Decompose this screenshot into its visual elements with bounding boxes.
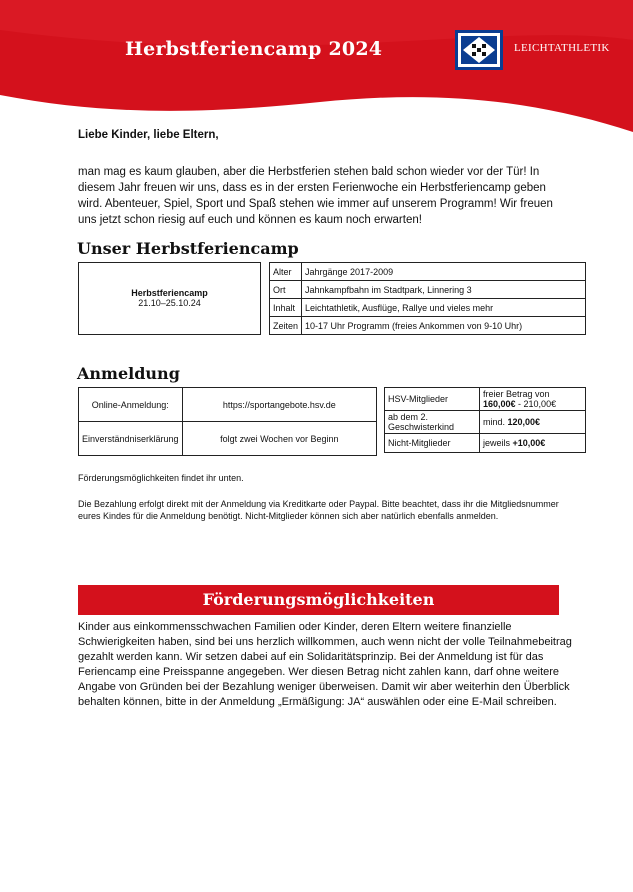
anmeldung-heading: Anmeldung — [77, 364, 180, 383]
detail-key: Ort — [270, 281, 302, 299]
price-bold: 120,00€ — [507, 417, 541, 427]
table-row — [79, 422, 377, 456]
camp-heading: Unser Herbstferiencamp — [77, 239, 299, 258]
price-bold: 160,00€ — [483, 399, 516, 409]
table-row — [270, 317, 586, 335]
registration-label: Online-Anmeldung: — [79, 388, 183, 422]
funding-paragraph: Kinder aus einkommensschwachen Familien oder Kinder, deren Eltern weitere finanzielle Schwierigkeiten haben, sind bei uns herzlich willkommen, auch wenn nicht der volle Teilnahmebeitrag gezahlt werden kann. Wir setzen dabei auf ein Solidaritätsprinzip. Bei der Anmeldung ist für das Feriencamp eine Preisspanne angegeben. Wer diesen Betrag nicht zahlen kann, darf ohne weitere Angabe von Gründen bei der Bezahlung weniger überweisen. Damit wir aber weiterhin den Überblick behalten können, bitte in der Anmeldung „Ermäßigung: JA“ auswählen oder eine E-Mail schreiben. — [78, 621, 572, 708]
price-pre: mind. — [483, 417, 508, 427]
funding-heading: Förderungsmöglichkeiten — [202, 590, 435, 609]
camp-name-box — [78, 262, 261, 335]
table-row — [385, 388, 586, 411]
detail-value: Jahnkampfbahn im Stadtpark, Linnering 3 — [302, 281, 586, 299]
price-post: - 210,00€ — [515, 399, 557, 409]
price-bold: +10,00€ — [512, 438, 546, 448]
registration-label: Einverständniserklärung — [79, 422, 183, 456]
hsv-diamond-logo-icon — [455, 30, 503, 70]
detail-value: 10-17 Uhr Programm (freies Ankommen von 9-10 Uhr) — [302, 317, 586, 335]
funding-note: Förderungsmöglichkeiten findet ihr unten. — [78, 473, 244, 483]
price-table — [384, 387, 586, 453]
registration-table — [78, 387, 377, 456]
detail-key: Inhalt — [270, 299, 302, 317]
price-value — [480, 434, 586, 453]
camp-name: Herbstferiencamp — [131, 288, 208, 298]
detail-key: Zeiten — [270, 317, 302, 335]
intro-paragraph: man mag es kaum glauben, aber die Herbstferien stehen bald schon wieder vor der Tür! In diesem Jahr freuen wir uns, dass es in der ersten Ferienwoche ein Herbstferiencamp geben wird. Abenteuer, Spiel, Sport und Spaß stehen wie immer auf unserem Programm! Wir freuen uns jetzt schon riesig auf euch und können es kaum noch erwarten! — [78, 166, 553, 226]
table-row — [270, 281, 586, 299]
table-row — [385, 411, 586, 434]
table-row — [270, 263, 586, 281]
detail-value: Jahrgänge 2017-2009 — [302, 263, 586, 281]
header-banner — [0, 0, 633, 140]
registration-link[interactable]: https://sportangebote.hsv.de — [182, 388, 376, 422]
detail-key: Alter — [270, 263, 302, 281]
price-pre: freier Betrag von — [483, 389, 550, 399]
greeting: Liebe Kinder, liebe Eltern, — [78, 129, 219, 141]
table-row — [79, 388, 377, 422]
funding-banner — [78, 585, 559, 615]
camp-dates: 21.10–25.10.24 — [138, 298, 201, 308]
price-pre: jeweils — [483, 438, 513, 448]
brand-label: LEICHTATHLETIK — [514, 42, 610, 54]
header-wave-background — [0, 0, 633, 140]
detail-value: Leichtathletik, Ausflüge, Rallye und vieles mehr — [302, 299, 586, 317]
registration-value: folgt zwei Wochen vor Beginn — [182, 422, 376, 456]
table-row — [385, 434, 586, 453]
table-row — [270, 299, 586, 317]
payment-paragraph: Die Bezahlung erfolgt direkt mit der Anmeldung via Kreditkarte oder Paypal. Bitte beachtet, dass ihr die Mitgliedsnummer eures Kindes für die Anmeldung benötigt. Nicht-Mitglieder können sich aber natürlich ebenfalls anmelden. — [78, 499, 559, 521]
page-title: Herbstferiencamp 2024 — [125, 38, 383, 60]
price-value — [480, 388, 586, 411]
price-group: Nicht-Mitglieder — [385, 434, 480, 453]
price-group: ab dem 2. Geschwisterkind — [385, 411, 480, 434]
camp-details-table — [269, 262, 586, 335]
price-value — [480, 411, 586, 434]
price-group: HSV-Mitglieder — [385, 388, 480, 411]
